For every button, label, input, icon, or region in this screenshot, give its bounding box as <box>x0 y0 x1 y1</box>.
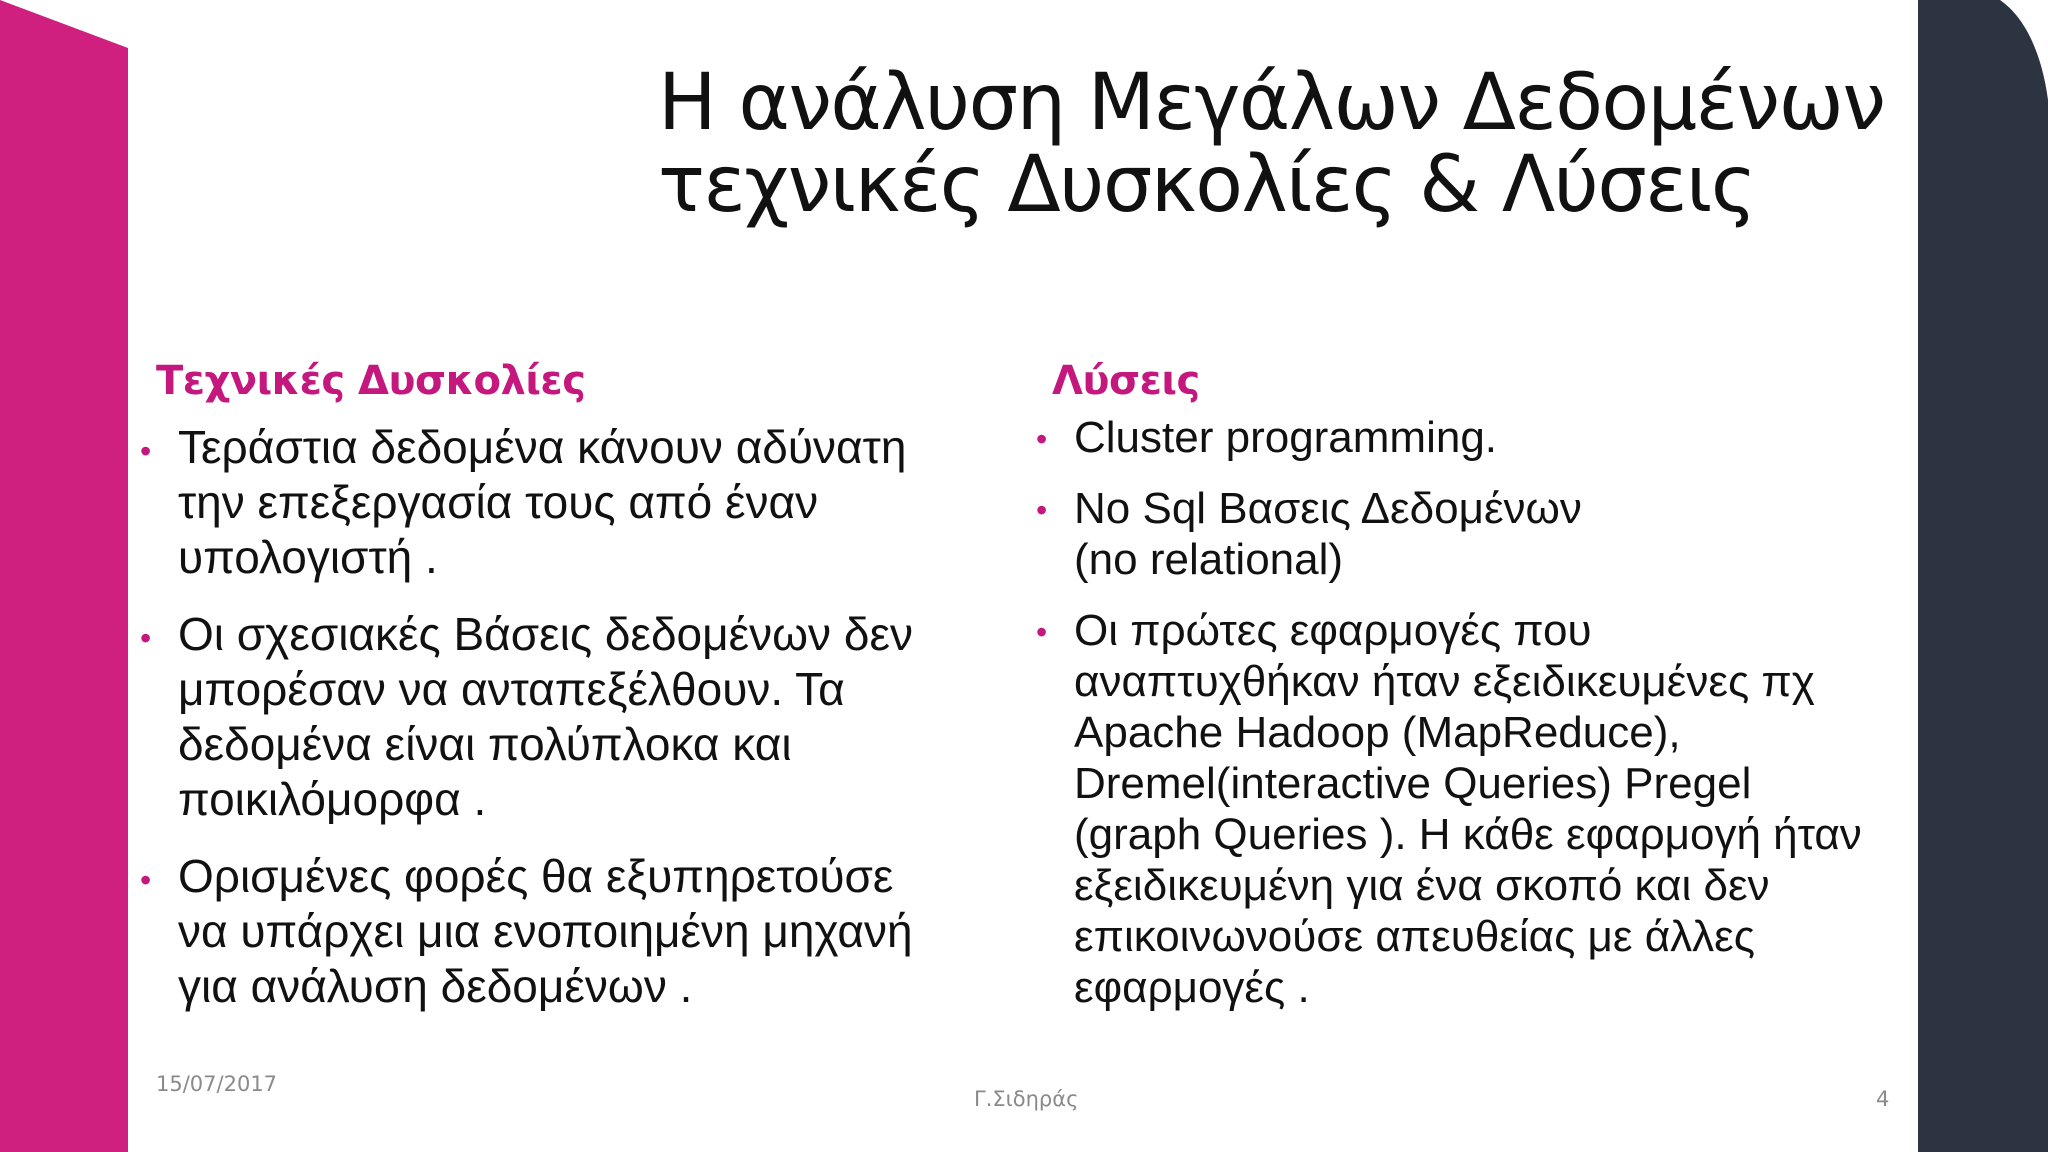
dark-band-shape <box>1918 0 2048 1152</box>
bullet-line: για ανάλυση δεδομένων . <box>178 960 693 1012</box>
bullet-line: Cluster programming. <box>1074 413 1498 462</box>
bullet-line: εφαρμογές . <box>1074 963 1310 1012</box>
bullet-dot-icon: • <box>1036 492 1048 528</box>
bullet-dot-icon: • <box>140 433 152 469</box>
bullet-line: Τεράστια δεδομένα κάνουν αδύνατη <box>178 421 907 473</box>
right-column-heading: Λύσεις <box>1052 358 1200 404</box>
bullet-line: (no relational) <box>1074 535 1344 584</box>
bullet-line: Οι πρώτες εφαρμογές που <box>1074 606 1592 655</box>
bullet-line: υπολογιστή . <box>178 531 438 583</box>
bullet-dot-icon: • <box>140 620 152 656</box>
bullet-line: εξειδικευμένη για ένα σκοπό και δεν <box>1074 861 1770 910</box>
bullet-line: Οι σχεσιακές Βάσεις δεδομένων δεν <box>178 608 913 660</box>
right-bullet-list <box>1036 412 1936 1033</box>
list-item <box>140 420 1020 585</box>
slide-title-line-1: Η ανάλυση Μεγάλων Δεδομένων <box>658 58 1885 148</box>
list-item <box>1036 412 1936 463</box>
footer-author: Γ.Σιδηράς <box>974 1087 1079 1111</box>
left-accent-band <box>0 0 128 1152</box>
bullet-line: να υπάρχει μια ενοποιημένη μηχανή <box>178 905 913 957</box>
bullet-dot-icon: • <box>1036 614 1048 650</box>
left-column-heading: Τεχνικές Δυσκολίες <box>156 358 586 404</box>
accent-band-shape <box>0 0 128 1152</box>
slide-title <box>658 58 1908 230</box>
list-item <box>140 849 1020 1014</box>
bullet-line: μπορέσαν να ανταπεξέλθουν. Τα <box>178 663 845 715</box>
bullet-line: (graph Queries ). Η κάθε εφαρμογή ήταν <box>1074 810 1862 859</box>
bullet-dot-icon: • <box>140 862 152 898</box>
bullet-line: ποικιλόμορφα . <box>178 773 487 825</box>
left-bullet-list <box>140 420 1020 1036</box>
bullet-line: δεδομένα είναι πολύπλοκα και <box>178 718 792 770</box>
bullet-line: Ορισμένες φορές θα εξυπηρετούσε <box>178 850 894 902</box>
bullet-line: αναπτυχθήκαν ήταν εξειδικευμένες πχ <box>1074 657 1815 706</box>
bullet-line: Apache Hadoop (MapReduce), <box>1074 708 1681 757</box>
bullet-line: No Sql Βασεις Δεδομένων <box>1074 484 1582 533</box>
footer-page-number: 4 <box>1876 1087 1890 1111</box>
list-item <box>1036 483 1936 585</box>
bullet-line: επικοινωνούσε απευθείας με άλλες <box>1074 912 1755 961</box>
bullet-line: την επεξεργασία τους από έναν <box>178 476 819 528</box>
bullet-line: Dremel(interactive Queries) Pregel <box>1074 759 1752 808</box>
slide-title-line-2: τεχνικές Δυσκολίες & Λύσεις <box>658 140 1756 230</box>
list-item <box>1036 605 1936 1013</box>
list-item <box>140 607 1020 827</box>
footer-date: 15/07/2017 <box>156 1072 278 1096</box>
right-dark-band <box>1918 0 2048 1152</box>
bullet-dot-icon: • <box>1036 421 1048 457</box>
